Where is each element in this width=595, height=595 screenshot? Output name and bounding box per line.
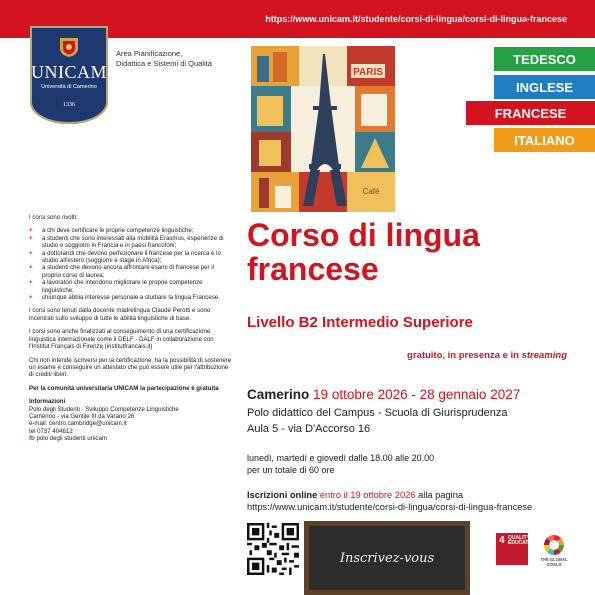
paris-artwork: [251, 46, 395, 212]
enrollment-link[interactable]: https://www.unicam.it/studente/corsi-di-lingua/corsi-di-lingua-francese: [247, 502, 533, 512]
course-info-column: [29, 214, 234, 443]
credits-paragraph: Chi non intende iscriversi per la certificazione, ha la possibilità di sostenere un esame e conseguire un attestato che può essere utile per l'attribuzione di crediti liberi.: [29, 356, 232, 379]
target-item: + a chi deve certificare le proprie competenze linguistiche;: [29, 227, 194, 235]
crest-icon: [57, 36, 81, 58]
teacher-paragraph: I corsi sono tenuti dalla docente madrelingua Claude Perotti e sono incentrati sullo sviluppo di tutte le abilità linguistiche di base.: [29, 307, 211, 322]
global-goals-logo: THE GLOBAL GOALS: [534, 533, 574, 569]
contact-email[interactable]: e-mail: centro.cambridge@unicam.it: [29, 420, 127, 428]
target-item: + a dottorandi che devono perfezionare il francese per la ricerca e lo studio all'estero (soggiorni e stage in Africa);: [29, 249, 221, 265]
chalkboard-image: [304, 521, 470, 595]
language-tag-francese: FRANCESE: [466, 101, 595, 125]
poster-paris-sign: PARIS: [353, 67, 383, 78]
contact-info: Informazioni Polo degli Studenti - Sviluppo Competenze Linguistiche Camerino - via Gentile III da Varano 26 e-mail: centro.cambridge@unicam.it tel 0737 404612 fb polo degli studenti unicam: [29, 398, 179, 443]
course-dates: Camerino 19 ottobre 2026 - 28 gennaio 2027: [247, 387, 521, 402]
info-title: Informazioni: [29, 398, 66, 406]
unicam-logo: [30, 26, 108, 124]
course-schedule: lunedì, martedì e giovedì dalle 18.00 alle 20.00 per un totale di 60 ore: [247, 453, 435, 475]
community-note: Per la comunità universitaria UNICAM la partecipazione è gratuita: [29, 384, 219, 392]
target-item: + a studenti che sono interessati alla mobilità Erasmus, esperienze di studio e soggiorni in Francia e in paesi francofoni;: [29, 234, 224, 250]
target-item: + a studenti che devono ancora affrontare esami di francese per il proprio corso di laurea;: [29, 264, 214, 279]
logo-name: UNICAM: [30, 62, 107, 82]
course-title: Corso di lingua francese: [247, 217, 480, 287]
header-url-link[interactable]: https://www.unicam.it/studente/corsi-di-lingua/corsi-di-lingua-francese: [265, 14, 567, 24]
logo-subtitle: Università di Camerino: [41, 84, 97, 90]
sdg-goal-badge: 4 QUALITY EDUCATION: [496, 533, 528, 565]
paris-illustration: [251, 46, 395, 212]
poster-cafe-sign: Café: [362, 187, 380, 196]
targets-list: [29, 227, 234, 301]
target-item: + chiunque abbia interesse personale a studiare la lingua Francese.: [29, 294, 220, 302]
course-venue: Polo didattico del Campus - Scuola di Giurisprudenza Aula 5 - via D'Accorso 16: [247, 407, 508, 435]
qr-code-icon[interactable]: [247, 523, 299, 575]
chalkboard-text: Inscrivez-vous: [339, 551, 435, 566]
sdg-wheel-icon: [534, 533, 574, 557]
target-item: + a lavoratori che intendono migliorare le proprie competenze linguistiche;: [29, 279, 203, 294]
course-level: Livello B2 Intermedio Superiore: [247, 314, 473, 331]
logo-year: 1336: [63, 102, 75, 108]
certification-paragraph: I corsi sono anche finalizzati al conseguimento di una certificazione linguistica internazionale come il DELF - DALF in collaborazione con l'Institut Français di Firenze (institutfrancais.it): [29, 328, 214, 351]
language-tag-italiano: ITALIANO: [494, 128, 595, 152]
course-mode: gratuito, in presenza e in streaming: [407, 350, 567, 361]
targets-intro: I corsi sono rivolti:: [29, 214, 78, 221]
department-name: Area Pianificazione, Didattica e Sistemi di Qualità: [116, 49, 212, 68]
enrollment-info: Iscrizioni online entro il 19 ottobre 2026 alla pagina https://www.unicam.it/studente/corsi-di-lingua/corsi-di-lingua-francese: [247, 490, 533, 512]
language-tag-tedesco: TEDESCO: [494, 47, 595, 71]
language-tag-inglese: INGLESE: [494, 75, 595, 99]
facebook-page[interactable]: polo degli studenti unicam: [36, 435, 107, 443]
facebook-icon[interactable]: fb: [29, 435, 35, 443]
